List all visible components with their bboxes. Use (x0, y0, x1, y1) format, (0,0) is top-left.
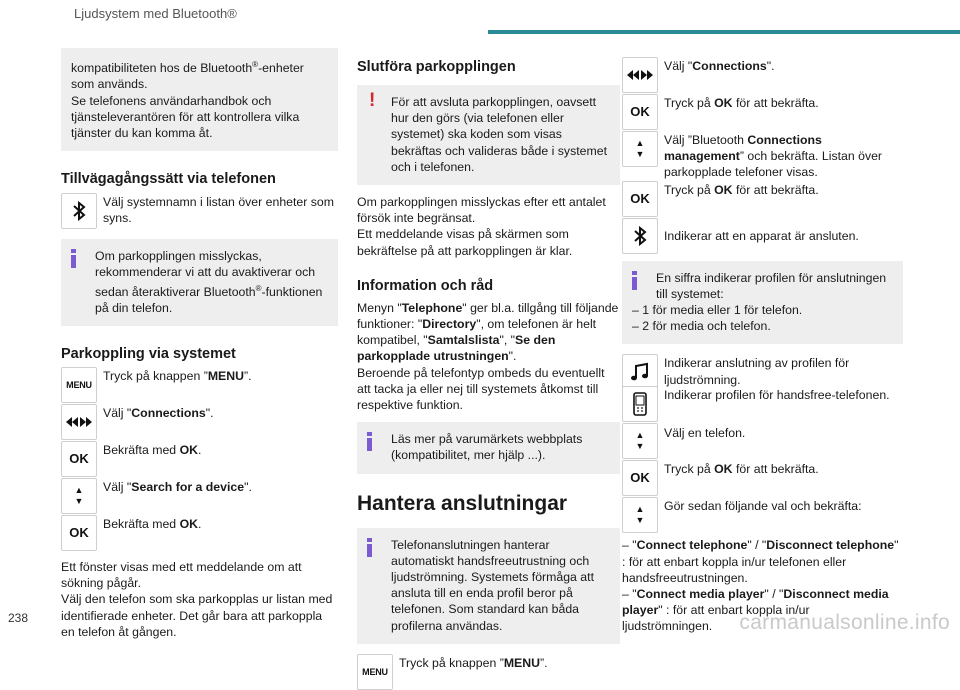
note-info: Läs mer på varumärkets webbplats (kompatibilitet, mer hjälp ...). (357, 422, 620, 473)
double-arrow-icon[interactable] (622, 57, 658, 93)
up-down-arrow-icon[interactable]: ▲ ▼ (622, 423, 658, 459)
step-c3-5: Indikerar att en apparat är ansluten. (622, 218, 903, 254)
menu-key-icon[interactable]: MENU (357, 654, 393, 690)
phone-icon[interactable] (622, 386, 658, 422)
ok-key-icon[interactable]: OK (61, 441, 97, 477)
warning-icon: ! (369, 90, 376, 111)
column-3 (622, 57, 903, 635)
up-down-arrow-icon[interactable]: ▲ ▼ (622, 497, 658, 533)
step-c3-1: Välj "Connections". (622, 57, 903, 93)
step-c3-10: ▲ ▼ Gör sedan följande val och bekräfta: (622, 497, 903, 533)
ok-key-icon[interactable]: OK (61, 515, 97, 551)
ok-key-icon[interactable]: OK (622, 460, 658, 496)
note-manage: Telefonanslutningen hanterar automatiskt handsfreeutrustning och ljudströmning. Systemets förmåga att ansluta till en enda profil beror på telefonen. Som standard kan båda profilerna användas. (357, 528, 620, 644)
info-icon (71, 249, 76, 268)
note-top: kompatibiliteten hos de Bluetooth®-enheter som används. Se telefonens användarhandbok och tjänsteleverantören för att kontrollera vilka tjänster du kan komma åt. (61, 48, 338, 151)
heading-manage: Hantera anslutningar (357, 491, 568, 515)
page-number: 238 (8, 611, 29, 625)
ok-key-icon[interactable]: OK (622, 94, 658, 130)
double-arrow-icon[interactable] (61, 404, 97, 440)
step-c3-3: ▲ ▼ Välj ”Bluetooth Connections management” och bekräfta. Listan över parkopplade telefoner visas. (622, 131, 903, 181)
step-system-1: MENU Tryck på knappen ”MENU”. (61, 367, 338, 403)
up-down-arrow-icon[interactable]: ▲ ▼ (61, 478, 97, 514)
info-icon (632, 271, 637, 290)
info-icon (367, 432, 372, 451)
step-system-2: Välj "Connections". (61, 404, 338, 440)
header-title: Ljudsystem med Bluetooth® (74, 6, 237, 21)
menu-key-icon[interactable]: MENU (61, 367, 97, 403)
note-phone: Om parkopplingen misslyckas, rekommenderar vi att du avaktiverar och sedan återaktiverar Bluetooth®-funktionen på din telefon. (61, 239, 338, 326)
step-c3-8: ▲ ▼ Välj en telefon. (622, 423, 903, 459)
step-c3-2: OK Tryck på OK för att bekräfta. (622, 94, 903, 130)
step-c3-7: Indikerar profilen för handsfree-telefonen. (622, 386, 903, 422)
heading-system: Parkoppling via systemet (61, 346, 236, 363)
heading-finish: Slutföra parkopplingen (357, 59, 516, 75)
para-finish: Om parkopplingen misslyckas efter ett antalet försök inte begränsat. Ett meddelande visas på skärmen som bekräftelse på att parkopplingen är klar. (357, 195, 606, 258)
step-system-5: OK Bekräfta med OK. (61, 515, 338, 551)
heading-info: Information och råd (357, 277, 494, 294)
step-c3-4: OK Tryck på OK för att bekräfta. (622, 181, 903, 217)
bluetooth-icon[interactable] (61, 193, 97, 229)
step-c3-6: Indikerar anslutning av profilen för ljudströmning. (622, 354, 903, 390)
music-note-icon[interactable] (622, 354, 658, 390)
step-system-3: OK Bekräfta med OK. (61, 441, 338, 477)
note-finish: ! För att avsluta parkopplingen, oavsett hur den görs (via telefonen eller systemet) ska koden som visas bekräftas och valideras både i systemet och i telefonen. (357, 85, 620, 185)
column-2 (357, 58, 620, 690)
watermark: carmanualsonline.info (739, 611, 950, 634)
step-c3-9: OK Tryck på OK för att bekräfta. (622, 460, 903, 496)
note-c3: En siffra indikerar profilen för anslutningen till systemet: – 1 för media eller 1 för telefon. – 2 för media och telefon. (622, 261, 903, 345)
step-phone-1: Välj systemnamn i listan över enheter som syns. (61, 193, 338, 229)
step-manage-1: MENU Tryck på knappen ”MENU”. (357, 654, 620, 690)
info-icon (367, 538, 372, 557)
option-media: – "Connect media player" / "Disconnect media player" : för att enbart koppla in/ur ljudströmningen. (622, 587, 889, 634)
step-system-4: ▲ ▼ Välj "Search for a device". (61, 478, 338, 514)
para-info: Menyn "Telephone" ger bl.a. tillgång till följande funktioner: "Directory", om telefonen är helt kompatibel, "Samtalslista", "Se den parkopplade utrustningen". Beroende på telefontyp ombeds du eventuellt att tacka ja eller nej till systemets åtkomst till respektive funktion. (357, 300, 619, 413)
ok-key-icon[interactable]: OK (622, 181, 658, 217)
header-rule (488, 30, 960, 34)
bluetooth-icon[interactable] (622, 218, 658, 254)
option-telephone: – "Connect telephone" / "Disconnect telephone" : för att enbart koppla in/ur telefonen eller handsfreeutrustningen. (622, 538, 899, 585)
column-1 (61, 48, 338, 640)
up-down-arrow-icon[interactable]: ▲ ▼ (622, 131, 658, 167)
para-system: Ett fönster visas med ett meddelande om att sökning pågår. Välj den telefon som ska parkopplas ur listan med identifierade enheter. Det går bara att parkoppla en telefon åt gången. (61, 560, 333, 639)
heading-phone: Tillvägagångssätt via telefonen (61, 171, 276, 188)
